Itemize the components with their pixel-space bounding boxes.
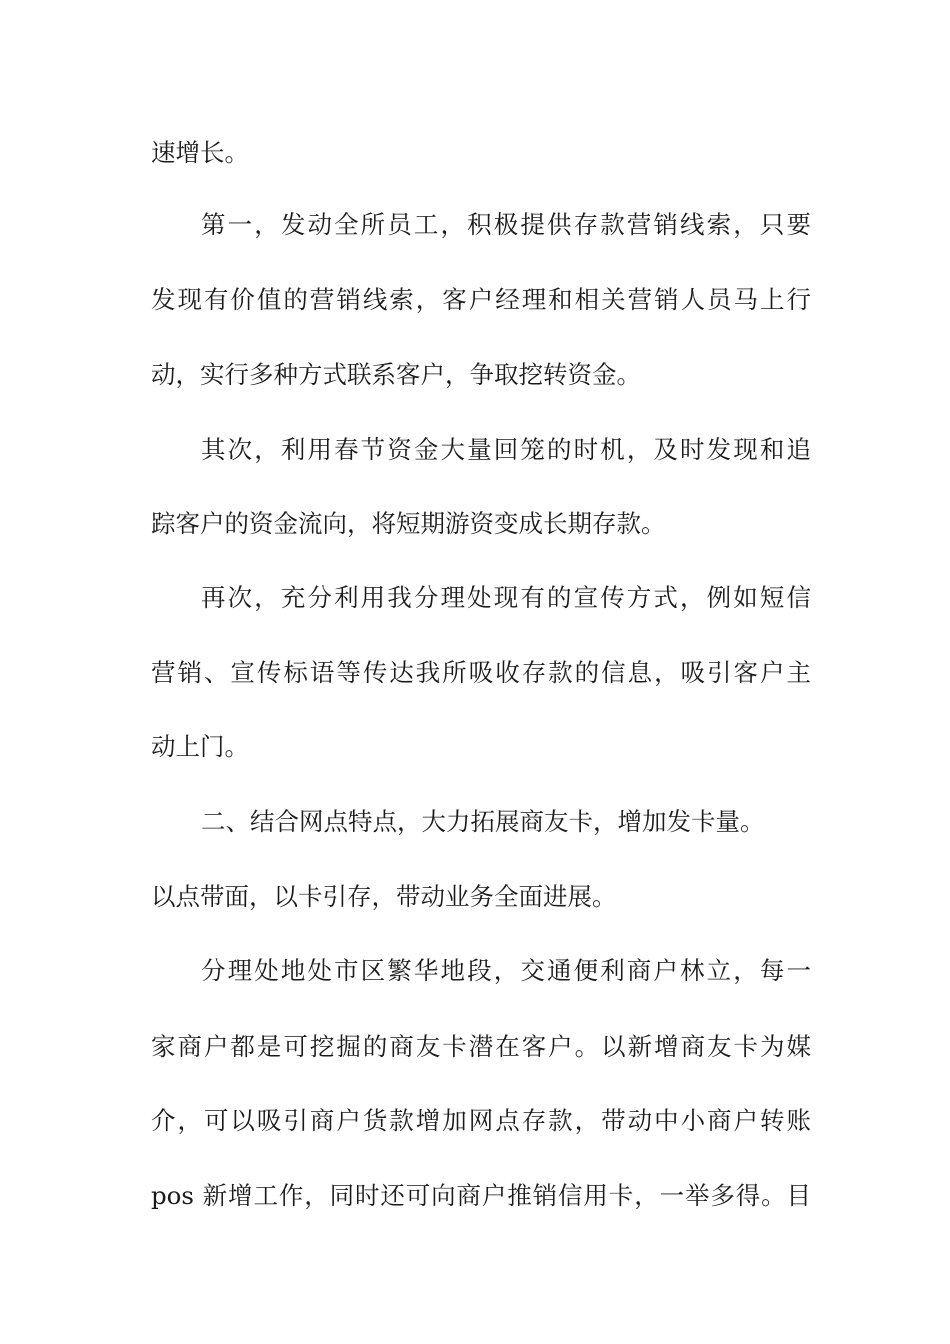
text-line: 第一，发动全所员工，积极提供存款营销线索，只要: [201, 210, 811, 239]
text-line: 介，可以吸引商户货款增加网点存款，带动中小商户转账: [151, 1106, 811, 1135]
text-line: 踪客户的资金流向，将短期游资变成长期存款。: [151, 509, 666, 538]
text-line: 速增长。: [151, 138, 249, 167]
text-line: 其次，利用春节资金大量回笼的时机，及时发现和追: [201, 435, 811, 464]
text-line: 以点带面，以卡引存，带动业务全面进展。: [151, 882, 617, 911]
text-line: 家商户都是可挖掘的商友卡潜在客户。以新增商友卡为媒: [151, 1032, 811, 1061]
text-line: 动上门。: [151, 732, 249, 761]
text-line: pos 新增工作，同时还可向商户推销信用卡，一举多得。目: [151, 1181, 811, 1210]
text-line: 再次，充分利用我分理处现有的宣传方式，例如短信: [201, 583, 811, 612]
text-line: 动，实行多种方式联系客户，争取挖转资金。: [151, 360, 641, 389]
text-line: 发现有价值的营销线索，客户经理和相关营销人员马上行: [151, 285, 811, 314]
text-line: 营销、宣传标语等传达我所吸收存款的信息，吸引客户主: [151, 658, 811, 687]
text-line: 分理处地处市区繁华地段，交通便利商户林立，每一: [201, 956, 811, 985]
text-line: 二、结合网点特点，大力拓展商友卡，增加发卡量。: [201, 807, 765, 836]
